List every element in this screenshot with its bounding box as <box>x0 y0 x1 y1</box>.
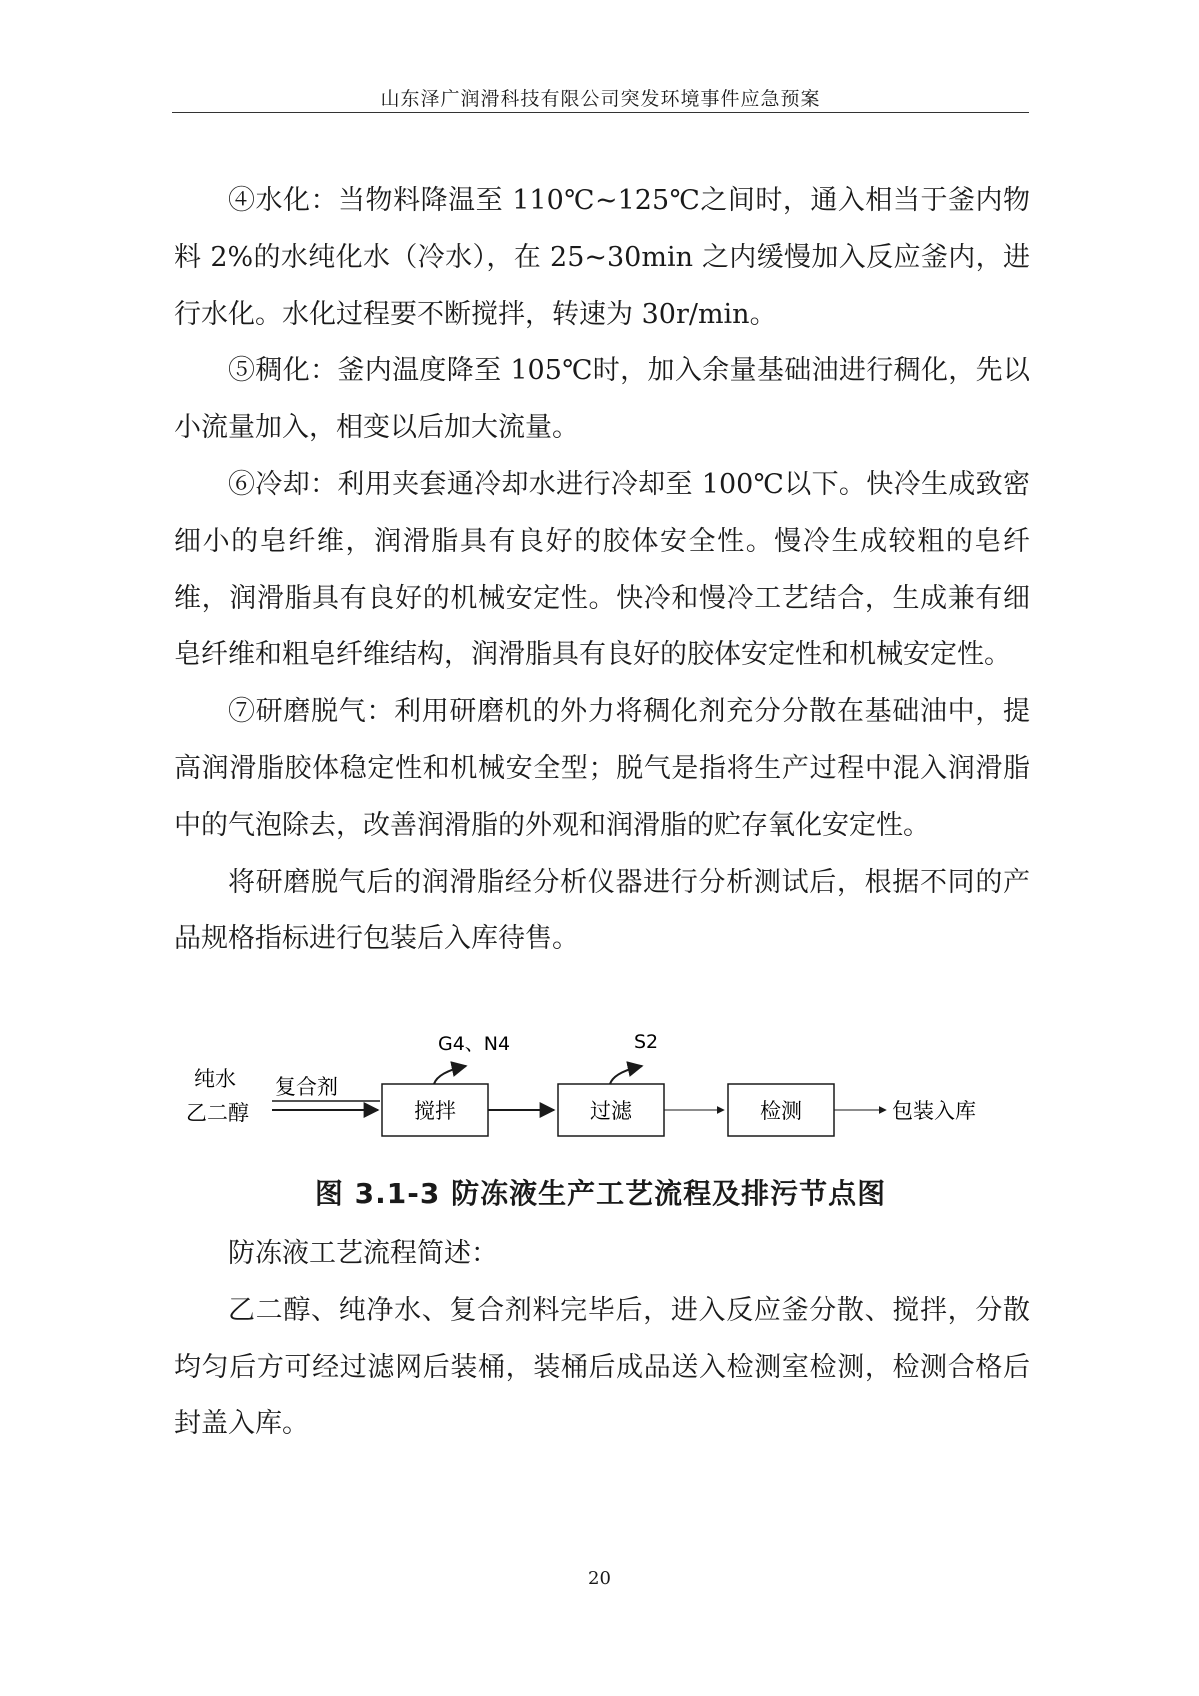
page-number: 20 <box>588 1568 611 1589</box>
paragraph-hydration: ④水化：当物料降温至 110℃~125℃之间时，通入相当于釜内物料 2%的水纯化水（冷水），在 25~30min 之内缓慢加入反应釜内，进行水化。水化过程要不断搅拌，转速为 30r/min。 <box>174 185 1030 330</box>
flow-step-stir: 搅拌 <box>414 1099 456 1123</box>
paragraph-packaging: 将研磨脱气后的润滑脂经分析仪器进行分析测试后，根据不同的产品规格指标进行包装后入库待售。 <box>174 866 1030 955</box>
flow-step-filter: 过滤 <box>590 1099 632 1123</box>
flow-input-water: 纯水 <box>194 1067 236 1091</box>
flow-emission-arrow-2 <box>610 1066 642 1084</box>
flow-input-glycol: 乙二醇 <box>186 1101 249 1125</box>
process-flow-diagram <box>180 1010 980 1140</box>
paragraph-antifreeze-process: 乙二醇、纯净水、复合剂料完毕后，进入反应釜分散、搅拌，分散均匀后方可经过滤网后装桶，装桶后成品送入检测室检测，检测合格后封盖入库。 <box>174 1294 1030 1440</box>
body-section-1 <box>174 173 1030 968</box>
figure-caption: 图 3.1-3 防冻液生产工艺流程及排污节点图 <box>314 1177 887 1210</box>
flow-emission-solid: S2 <box>634 1031 659 1053</box>
paragraph-thickening: ⑤稠化：釜内温度降至 105℃时，加入余量基础油进行稠化，先以小流量加入，相变以后加大流量。 <box>174 355 1030 444</box>
flow-step-test: 检测 <box>760 1099 802 1123</box>
flow-additive-label: 复合剂 <box>275 1075 338 1099</box>
flow-output-label: 包装入库 <box>892 1099 976 1123</box>
paragraph-grinding: ⑦研磨脱气：利用研磨机的外力将稠化剂充分分散在基础油中，提高润滑脂胶体稳定性和机械安全型；脱气是指将生产过程中混入润滑脂中的气泡除去，改善润滑脂的外观和润滑脂的贮存氧化安定性。 <box>174 696 1030 841</box>
body-section-2 <box>174 1226 1030 1453</box>
paragraph-antifreeze-heading: 防冻液工艺流程简述： <box>228 1238 498 1269</box>
flow-emission-arrow-1 <box>434 1066 466 1084</box>
flow-emission-gas-noise: G4、N4 <box>438 1033 511 1055</box>
header-divider <box>172 112 1029 113</box>
paragraph-cooling: ⑥冷却：利用夹套通冷却水进行冷却至 100℃以下。快冷生成致密细小的皂纤维，润滑脂具有良好的胶体安全性。慢冷生成较粗的皂纤维，润滑脂具有良好的机械安定性。快冷和慢冷工艺结合，生成兼有细皂纤维和粗皂纤维结构，润滑脂具有良好的胶体安定性和机械安定性。 <box>174 468 1030 671</box>
page-header: 山东泽广润滑科技有限公司突发环境事件应急预案 <box>380 88 821 110</box>
